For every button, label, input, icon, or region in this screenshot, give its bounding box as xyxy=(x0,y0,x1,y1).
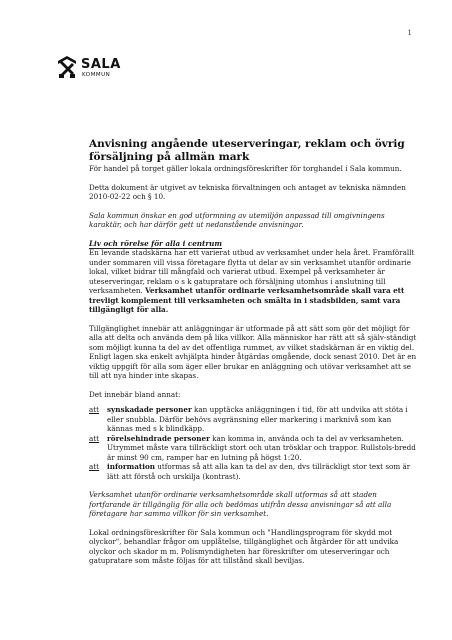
pickaxe-emblem-icon xyxy=(56,55,78,79)
section-heading-text: Liv och rörelse för alla i centrum xyxy=(89,238,222,248)
accessibility-paragraph: Tillgänglighet innebär att anläggningar är utformade på att sätt som gör det möjligt för alla att delta och använda dem på lika villkor. Alla människor har rätt att så själv-ständigt som möjligt kunna ta del av det offentliga rummet, av vilket stadskärnan är en viktig del. Enligt lagen ska enkelt avhjälpta hinder åtgärdas omgående, dock senast 2010. Det är en viktig uppgift för alla som äger eller brukar en anläggning och utövar verksamhet att se till att nya hinder inte skapas. xyxy=(89,323,417,380)
vision-paragraph: Sala kommun önskar en god utformning av utemiljön anpassad till omgivningens karaktär, och har därför gett ut nedanstående anvisningar. xyxy=(89,210,385,229)
sala-kommun-logo xyxy=(56,55,136,95)
list-marker: att xyxy=(89,405,100,414)
list-item xyxy=(89,434,419,463)
list-item-body: utformas så att alla kan ta del av den, dvs tillräckligt stor text som är lätt att förstå och urskilja (kontrast). xyxy=(107,462,411,481)
logo-subtitle: KOMMUN xyxy=(82,72,111,78)
list-item-text xyxy=(107,405,419,434)
section-heading xyxy=(89,239,419,249)
list-item-body: kan upptäcka anläggningen i tid, för att undvika att stöta i eller snubbla. Därför behövs avgränsning eller markering i marknivå som kan kännas med s k blindkäpp. xyxy=(107,405,408,433)
list-item xyxy=(89,405,419,434)
section-paragraph xyxy=(89,248,419,315)
list-marker: att xyxy=(89,462,100,471)
document-title: Anvisning angående uteserveringar, reklam och övrig försäljning på allmän mark xyxy=(89,138,405,163)
logo-name: SALA xyxy=(81,57,121,72)
section-paragraph-plain: En levande stadskärna har ett varierat utbud av verksamhet under hela året. Framförallt under sommaren vill vissa företagare flytta ut delar av sin verksamhet utanför ordinarie lokal, vilket bidrar till mångfald och varierat utbud. Exempel på verksamheter är uteserveringar, reklam o s k gatupratare och försäljning utomhus i anslutning till verksamheten. xyxy=(89,248,415,295)
list-item-text xyxy=(107,434,419,463)
list-item-term: rörelsehindrade personer xyxy=(107,433,210,443)
closing-paragraph: Lokal ordningsföreskrifter för Sala kommun och "Handlingsprogram för skydd mot olyckor", behandlar frågor om upplåtelse, tillgänglighet och åtgärder för att undvika olyckor och skador m m. Polismyndigheten har föreskrifter om uteserveringar och gatupratare som måste följas för att tillstånd skall beviljas. xyxy=(89,527,399,565)
list-item-text xyxy=(107,462,419,481)
document-body xyxy=(89,138,419,566)
section-paragraph-bold: Verksamhet utanför ordinarie verksamhetsområde skall vara ett trevligt komplement till verksamheten och smälta in i stadsbilden, samt vara tillgängligt för alla. xyxy=(89,286,405,314)
list-marker: att xyxy=(89,433,100,443)
list-item-term: information xyxy=(107,462,155,471)
list-item xyxy=(89,462,419,481)
closing-italic-paragraph: Verksamhet utanför ordinarie verksamhetsområde skall utformas så att staden fortfarande är tillgänglig för alla och bedömas utifrån dessa anvisningar så att alla företagare har samma villkor för sin verksamhet. xyxy=(89,490,392,518)
requirements-list xyxy=(89,405,419,481)
list-item-body: kan komma in, använda och ta del av verksamheten. Utrymmet måste vara tillräckligt stort och utan trösklar och trappor. Rullstols-bredd är minst 90 cm, ramper har en lutning på högst 1:20. xyxy=(107,433,416,462)
document-subtitle: För handel på torget gäller lokala ordningsföreskrifter för torghandel i Sala kommun. xyxy=(89,164,402,173)
page-number: 1 xyxy=(407,29,412,37)
intro-paragraph: Detta dokument är utgivet av tekniska förvaltningen och antaget av tekniska nämnden 2010-02-22 och § 10. xyxy=(89,182,406,201)
list-item-term: synskadade personer xyxy=(107,405,192,414)
list-intro: Det innebär bland annat: xyxy=(89,389,181,399)
